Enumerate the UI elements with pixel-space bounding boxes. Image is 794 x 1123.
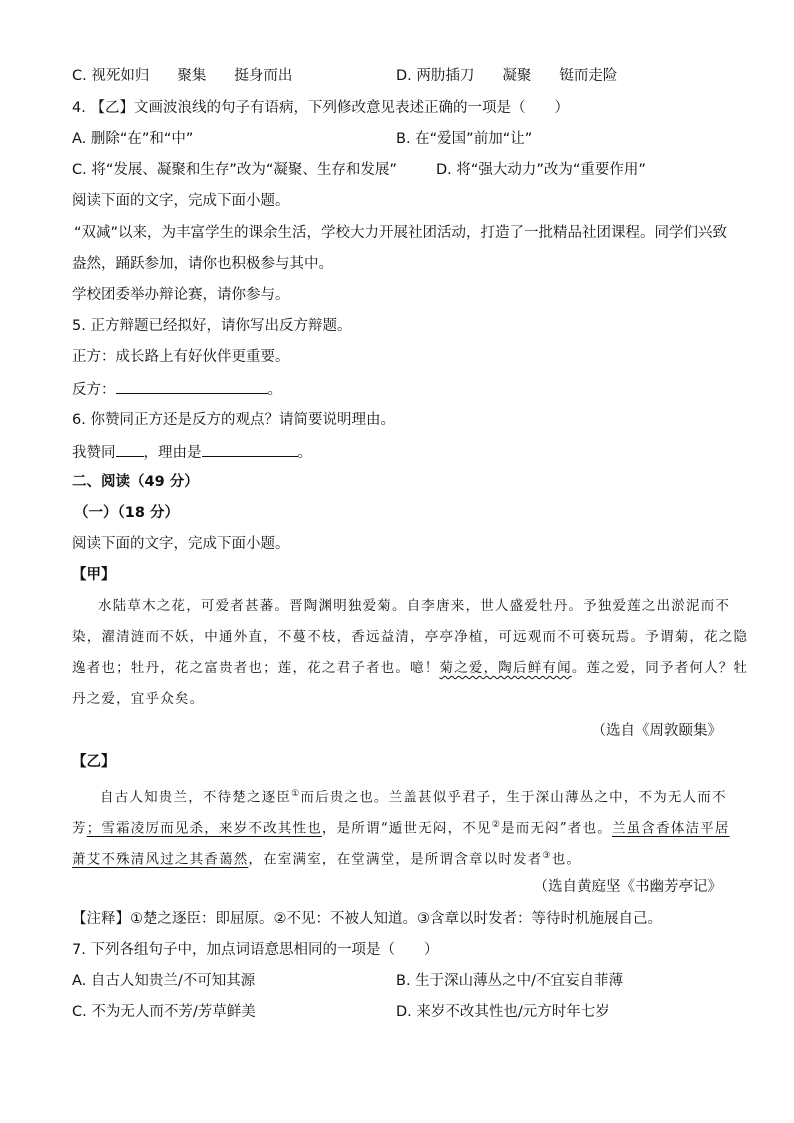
q4-option-c: C. 将“发展、凝聚和生存”改为“凝聚、生存和发展” [72,162,397,178]
q6-answer-part2: ，理由是 [143,445,202,461]
q4-stem: 4. 【乙】文画波浪线的句子有语病，下列修改意见表述正确的一项是（ ） [72,100,569,116]
reading-instruction-2: 阅读下面的文字，完成下面小题。 [72,536,290,552]
yi-line-1 [100,784,727,808]
passage-line-3: 学校团委举办辩论赛，请你参与。 [72,287,290,303]
yi-line-1-a: 自古人知贵兰，不待楚之逐臣 [100,789,292,806]
yi-line-2-c: ，是所谓“遁世无闷，不见 [321,820,492,837]
reading-instruction: 阅读下面的文字，完成下面小题。 [72,193,290,209]
yi-underlined-2: 兰虽含香体洁平居 [612,820,730,837]
q7-option-a: A. 自古人知贵兰/不可知其源 [72,973,256,989]
q3-option-c-word2: 聚集 [177,68,207,84]
section-2-heading: 二、阅读（49 分） [72,474,199,490]
jia-line-1: 水陆草木之花，可爱者甚蕃。晋陶渊明独爱菊。自李唐来，世人盛爱牡丹。予独爱莲之出淤泥而不 [98,598,731,614]
q3-option-d-word3: 铤而走险 [559,68,618,84]
jia-line-4: 丹之爱，宜乎众矣。 [72,691,205,707]
passage-line-1: “双减”以来，为丰富学生的课余生活，学校大力开展社团活动，打造了一批精品社团课程。同学们兴致 [74,225,728,241]
passage-line-2: 盎然，踊跃参加，请你也积极参与其中。 [72,256,333,272]
yi-line-3-b: ，在室满室，在堂满堂，是所谓含章以时发者 [248,851,543,868]
yi-line-3 [72,846,581,870]
note-marker-1: ① [291,789,301,799]
jia-line-3-a: 逸者也；牡丹，花之富贵者也；莲，花之君子者也。噫！ [72,660,440,676]
jia-source: （选自《周敦颐集》 [591,723,722,739]
yi-line-2 [72,815,730,839]
jia-wavy-sentence: 菊之爱，陶后鲜有闻 [439,660,572,676]
q6-answer [72,441,312,463]
yi-line-3-c: 也。 [551,851,582,868]
q3-option-c-word3: 挺身而出 [234,68,293,84]
yi-line-2-d: 是而无闷”者也。 [501,820,613,837]
q4-option-b: B. 在“爱国”前加“让” [396,131,533,147]
q5-con-label: 反方： [72,382,116,398]
part-1-heading: （一）（18 分） [74,505,179,521]
annotations: 【注释】①楚之逐臣：即屈原。②不见：不被人知道。③含章以时发者：等待时机施展自己。 [72,911,662,927]
q6-answer-part1: 我赞同 [72,445,116,461]
jia-line-3 [72,658,748,678]
note-marker-3: ③ [542,851,552,861]
q3-option-c [72,66,292,86]
q7-option-c: C. 不为无人而不芳/芳草鲜美 [72,1004,256,1020]
q3-option-d-word1: D. 两肋插刀 [396,68,475,84]
yi-underlined-1: ；雪霜凌厉而见杀，来岁不改其性也 [86,820,322,837]
q5-pro-topic: 正方：成长路上有好伙伴更重要。 [72,349,290,365]
yi-line-2-a: 芳 [72,820,87,837]
yi-line-1-b: 而后贵之也。兰盖甚似乎君子，生于深山薄丛之中，不为无人而不 [300,789,727,806]
q5-stem: 5. 正方辩题已经拟好，请你写出反方辩题。 [72,318,352,334]
yi-label: 【乙】 [72,754,116,770]
yi-source: （选自黄庭坚《书幽芳亭记》 [533,879,722,895]
q7-option-b: B. 生于深山薄丛之中/不宜妄自菲薄 [396,973,624,989]
jia-line-2: 染，濯清涟而不妖，中通外直，不蔓不枝，香远益清，亭亭净植，可远观而不可亵玩焉。予谓菊，花之隐 [72,629,749,645]
q6-reason-blank[interactable] [202,441,298,457]
q5-answer-blank[interactable] [116,378,268,394]
q3-option-d [396,66,617,86]
jia-line-3-c: 。莲之爱，同予者何人？牡 [571,660,749,676]
q5-con-end: 。 [267,382,282,398]
q3-option-d-word2: 凝聚 [502,68,532,84]
note-marker-2: ② [491,820,501,830]
q6-answer-part3: 。 [297,445,312,461]
q7-option-d: D. 来岁不改其性也/元方时年七岁 [396,1004,610,1020]
q3-option-c-word1: C. 视死如归 [72,68,150,84]
q6-stance-blank[interactable] [116,441,144,457]
q7-stem: 7. 下列各组句子中，加点词语意思相同的一项是（ ） [72,942,439,958]
q5-con-topic [72,378,282,400]
q4-option-a: A. 删除“在”和“中” [72,131,194,147]
q4-option-d: D. 将“强大动力”改为“重要作用” [436,162,646,178]
q6-stem: 6. 你赞同正方还是反方的观点？请简要说明理由。 [72,412,395,428]
yi-underlined-3: 萧艾不殊清风过之其香蔼然 [72,851,249,868]
jia-label: 【甲】 [72,567,116,583]
